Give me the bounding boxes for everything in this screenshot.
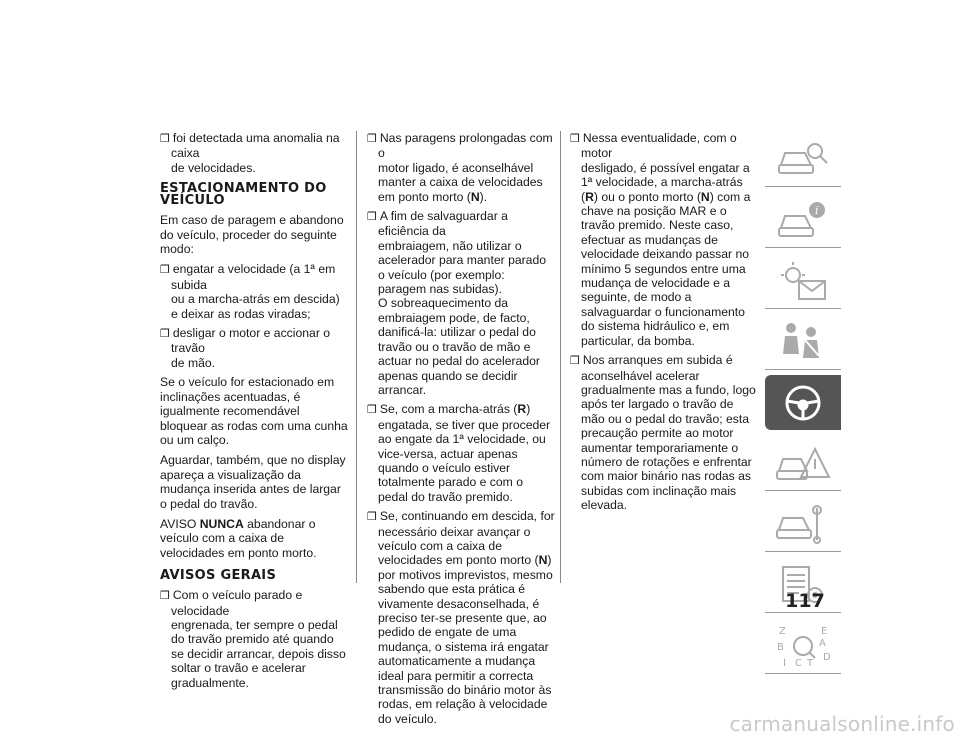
tab-seatbelt-airbag[interactable] — [765, 314, 841, 370]
tab-warning-lights[interactable] — [765, 253, 841, 309]
text: necessário deixar avançar o veículo com a caixa de velocidades em ponto morto ( — [378, 524, 539, 568]
bullet-text — [378, 525, 555, 727]
bullet-text: de mão. — [171, 355, 216, 370]
tab-maintenance[interactable] — [765, 496, 841, 552]
bullet-text: Nos arranques em subida é — [582, 353, 733, 368]
bullet-text: aconselhável acelerar gradualmente mas a fundo, logo após ter largado o travão de mão ou o pedal do travão; esta precaução permite ao motor aumentar temporariamente o número de rotações e enfrentar com maior binário nas rodas as subidas com inclinação mais elevada. — [581, 368, 756, 513]
watermark: carmanualsonline.info — [729, 712, 955, 736]
warning-light-envelope-icon — [775, 259, 831, 303]
bullet-item — [570, 131, 758, 348]
paragraph: Aguardar, também, que no display apareça a visualização da mudança inserida antes de largar o pedal do travão. — [160, 453, 346, 511]
car-info-icon — [775, 198, 831, 242]
text: Se, com a marcha-atrás ( — [379, 402, 518, 417]
bullet-text: embraiagem, não utilizar o acelerador para manter parado o veículo (por exemplo: paragem nas subidas). — [378, 238, 547, 297]
text: ) ou o ponto morto ( — [593, 189, 701, 204]
svg-text:A: A — [819, 638, 826, 649]
svg-text:i: i — [815, 204, 819, 217]
column-3 — [570, 131, 758, 518]
text: ). — [479, 189, 488, 204]
bullet-text: engatar a velocidade (a 1ª em subida — [171, 262, 336, 292]
bullet-text: Nessa eventualidade, com o motor — [581, 131, 737, 161]
car-search-icon — [775, 137, 831, 181]
gear-letter: R — [585, 189, 594, 204]
svg-text:D: D — [823, 652, 831, 663]
tab-emergency[interactable] — [765, 435, 841, 491]
bullet-text: A fim de salvaguardar a eficiência da — [378, 209, 508, 239]
bullet-mark: ❒ — [160, 327, 170, 341]
car-wrench-icon — [775, 502, 831, 546]
bullet-item — [570, 353, 758, 512]
gear-letter: N — [538, 553, 548, 568]
gear-letter: N — [470, 189, 480, 204]
paragraph: Se o veículo for estacionado em inclinações acentuadas, é igualmente recomendável bloquear as rodas com uma cunha ou um calço. — [160, 375, 348, 447]
text: motor ligado, é aconselhável manter a caixa de velocidades em ponto morto ( — [378, 160, 543, 204]
seatbelt-airbag-icon — [775, 320, 831, 364]
bullet-text — [581, 161, 758, 348]
svg-text:T: T — [807, 658, 814, 668]
svg-text:Z: Z — [779, 626, 786, 637]
gear-letter: R — [517, 402, 527, 417]
bullet-text — [378, 161, 555, 204]
text: AVISO — [160, 516, 200, 531]
bullet-mark: ❒ — [160, 263, 170, 277]
heading-line: VEÍCULO — [160, 193, 225, 209]
tab-starting-driving[interactable] — [765, 375, 841, 430]
alphabet-index-icon — [775, 624, 831, 668]
page-number: 117 — [785, 590, 825, 612]
text: ) — [526, 402, 531, 417]
text: abandonar o veículo com a caixa de velocidades em ponto morto. — [160, 516, 317, 560]
emphasis: NUNCA — [199, 516, 244, 531]
bullet-mark: ❒ — [367, 510, 377, 524]
tab-dashboard[interactable] — [765, 131, 841, 187]
svg-text:C: C — [795, 658, 802, 668]
bullet-item — [367, 402, 555, 504]
svg-text:B: B — [777, 642, 784, 653]
bullet-text: ou a marcha-atrás em descida) e deixar as rodas viradas; — [171, 292, 340, 321]
bullet-text: Com o veículo parado e velocidade — [171, 588, 303, 618]
bullet-text: engatada, se tiver que proceder ao engate da 1ª velocidade, ou vice-versa, actuar apenas quando o veículo estiver totalmente parado e com o pedal do travão premido. — [378, 417, 551, 504]
column-1 — [160, 131, 348, 695]
section-heading — [160, 183, 348, 207]
bullet-text: O sobreaquecimento da embraiagem pode, de facto, danificá-la: utilizar o pedal do travão ou o travão de mão e actuar no pedal do acelerador apenas quando se decidir arrancar. — [378, 296, 540, 397]
paragraph: Em caso de paragem e abandono do veículo, proceder do seguinte modo: — [160, 213, 344, 257]
column-divider — [560, 131, 561, 583]
bullet-mark: ❒ — [570, 132, 580, 145]
bullet-mark: ❒ — [367, 210, 377, 224]
heading-line: ESTACIONAMENTO DO — [160, 181, 327, 197]
bullet-text: Nas paragens prolongadas com o — [378, 131, 553, 161]
steering-wheel-icon — [775, 381, 831, 425]
svg-text:E: E — [821, 626, 828, 637]
bullet-item — [160, 326, 348, 370]
text: ) com a chave na posição MAR e o travão premido. Neste caso, efectuar as mudanças de velocidade deixando passar no mínimo 5 segundos entre uma mudança de velocidade e a seguinte, de modo a salvaguardar o funcionamento do sistema hidráulico e, em particular, da bomba. — [581, 189, 751, 348]
bullet-text: Se, continuando em descida, for — [379, 509, 555, 524]
bullet-mark: ❒ — [570, 354, 580, 368]
bullet-text: foi detectada uma anomalia na caixa — [171, 131, 340, 161]
bullet-text: desligar o motor e accionar o travão — [171, 326, 331, 356]
bullet-text: de velocidades. — [171, 160, 256, 175]
bullet-mark: ❒ — [367, 403, 377, 417]
tab-safety[interactable] — [765, 192, 841, 248]
column-divider — [356, 131, 357, 583]
bullet-item — [160, 588, 348, 690]
bullet-mark: ❒ — [160, 589, 170, 603]
text: desligado, é possível engatar a 1ª velocidade, a marcha-atrás ( — [581, 160, 750, 204]
section-heading: AVISOS GERAIS — [160, 568, 277, 584]
gear-letter: N — [700, 189, 710, 204]
column-2 — [367, 131, 555, 731]
paragraph — [160, 517, 348, 560]
bullet-item — [160, 262, 348, 321]
svg-text:I: I — [783, 658, 786, 668]
tab-index[interactable] — [765, 618, 841, 674]
bullet-text: engrenada, ter sempre o pedal do travão premido até quando se decidir arrancar, depois disso soltar o travão e acelerar gradualmente. — [171, 617, 346, 690]
bullet-item — [367, 131, 555, 204]
bullet-mark: ❒ — [160, 132, 170, 145]
bullet-item — [367, 209, 555, 397]
car-warning-triangle-icon — [775, 441, 831, 485]
bullet-mark: ❒ — [367, 132, 377, 145]
bullet-item — [367, 509, 555, 726]
bullet-item — [160, 131, 348, 175]
text: ) por motivos imprevistos, mesmo sabendo que esta prática é vivamente desaconselhada, é preciso ter-se presente que, ao pedido de engate de uma mudança, o sistema irá engatar automaticamente a mudança ideal para permitir a correcta transmissão do binário motor às rodas, em relação à velocidade do veículo. — [378, 553, 553, 726]
